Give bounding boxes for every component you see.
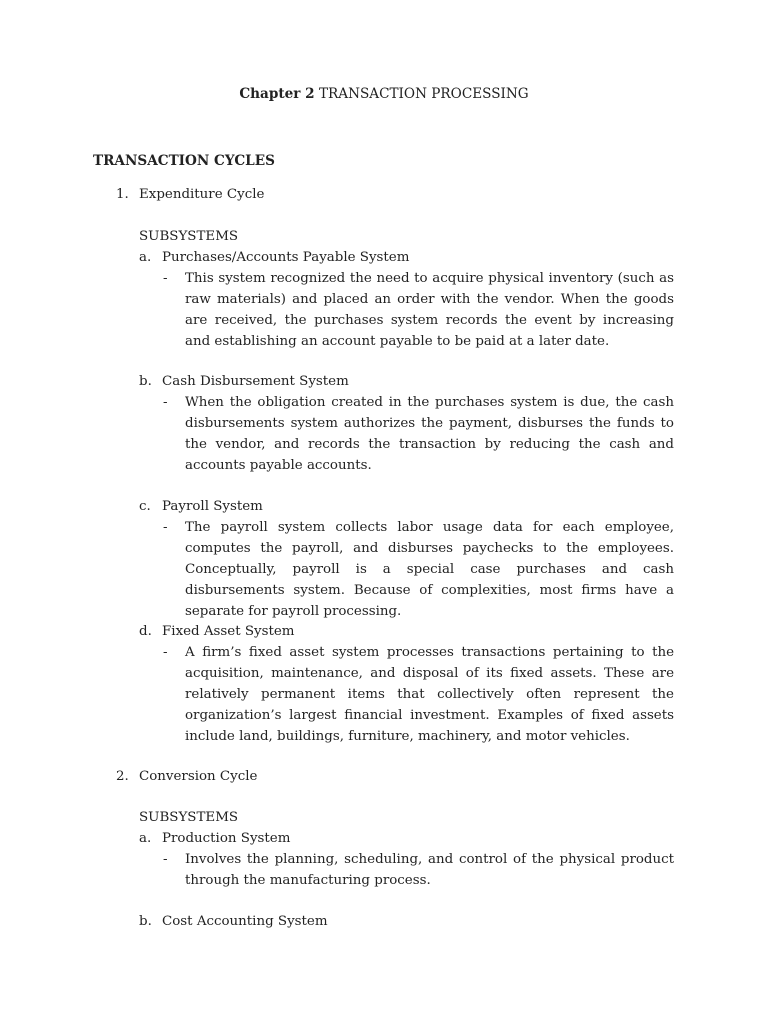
subsystem-description: This system recognized the need to acquire physical inventory (such as raw materials) and placed an order with the vendor. When the goods are received, the purchases system records the event by increasing and establishing an account payable to be paid at a later date. xyxy=(185,271,674,349)
chapter-number: Chapter 2 xyxy=(239,86,315,102)
bullet-dash: - xyxy=(163,520,168,535)
subsystem-description: Involves the planning, scheduling, and control of the physical product through the manufacturing process. xyxy=(185,852,674,888)
subsystem-letter: b. xyxy=(139,914,152,929)
subsystem-description: A firm’s fixed asset system processes transactions pertaining to the acquisition, maintenance, and disposal of its fixed assets. These are relatively permanent items that collectively often represent the organization’s largest financial investment. Examples of fixed assets include land, buildings, furniture, machinery, and motor vehicles. xyxy=(185,645,674,744)
subsystem-name: Payroll System xyxy=(162,499,263,514)
chapter-title-text: TRANSACTION PROCESSING xyxy=(314,86,529,102)
subsystem-letter: a. xyxy=(139,250,152,265)
subsystem-name: Purchases/Accounts Payable System xyxy=(162,250,410,265)
section-heading: TRANSACTION CYCLES xyxy=(93,153,275,169)
subsystems-label: SUBSYSTEMS xyxy=(139,810,239,825)
bullet-dash: - xyxy=(163,852,168,867)
subsystem-letter: d. xyxy=(139,624,152,639)
chapter-title xyxy=(0,86,768,102)
cycle-name: Expenditure Cycle xyxy=(139,187,265,202)
subsystem-description: When the obligation created in the purchases system is due, the cash disbursements system authorizes the payment, disburses the funds to the vendor, and records the transaction by reducing the cash and accounts payable accounts. xyxy=(185,395,674,473)
subsystems-label: SUBSYSTEMS xyxy=(139,229,239,244)
subsystem-letter: c. xyxy=(139,499,151,514)
subsystem-name: Cash Disbursement System xyxy=(162,374,349,389)
subsystem-description: The payroll system collects labor usage data for each employee, computes the payroll, and disburses paychecks to the employees. Conceptually, payroll is a special case purchases and cash disbursements system. Because of complexities, most firms have a separate for payroll processing. xyxy=(185,520,674,619)
bullet-dash: - xyxy=(163,271,168,286)
subsystem-name: Production System xyxy=(162,831,291,846)
bullet-dash: - xyxy=(163,395,168,410)
subsystem-name: Cost Accounting System xyxy=(162,914,328,929)
subsystem-letter: a. xyxy=(139,831,152,846)
cycle-number: 2. xyxy=(116,769,129,784)
subsystem-letter: b. xyxy=(139,374,152,389)
bullet-dash: - xyxy=(163,645,168,660)
subsystem-name: Fixed Asset System xyxy=(162,624,295,639)
cycle-name: Conversion Cycle xyxy=(139,769,258,784)
cycle-number: 1. xyxy=(116,187,129,202)
